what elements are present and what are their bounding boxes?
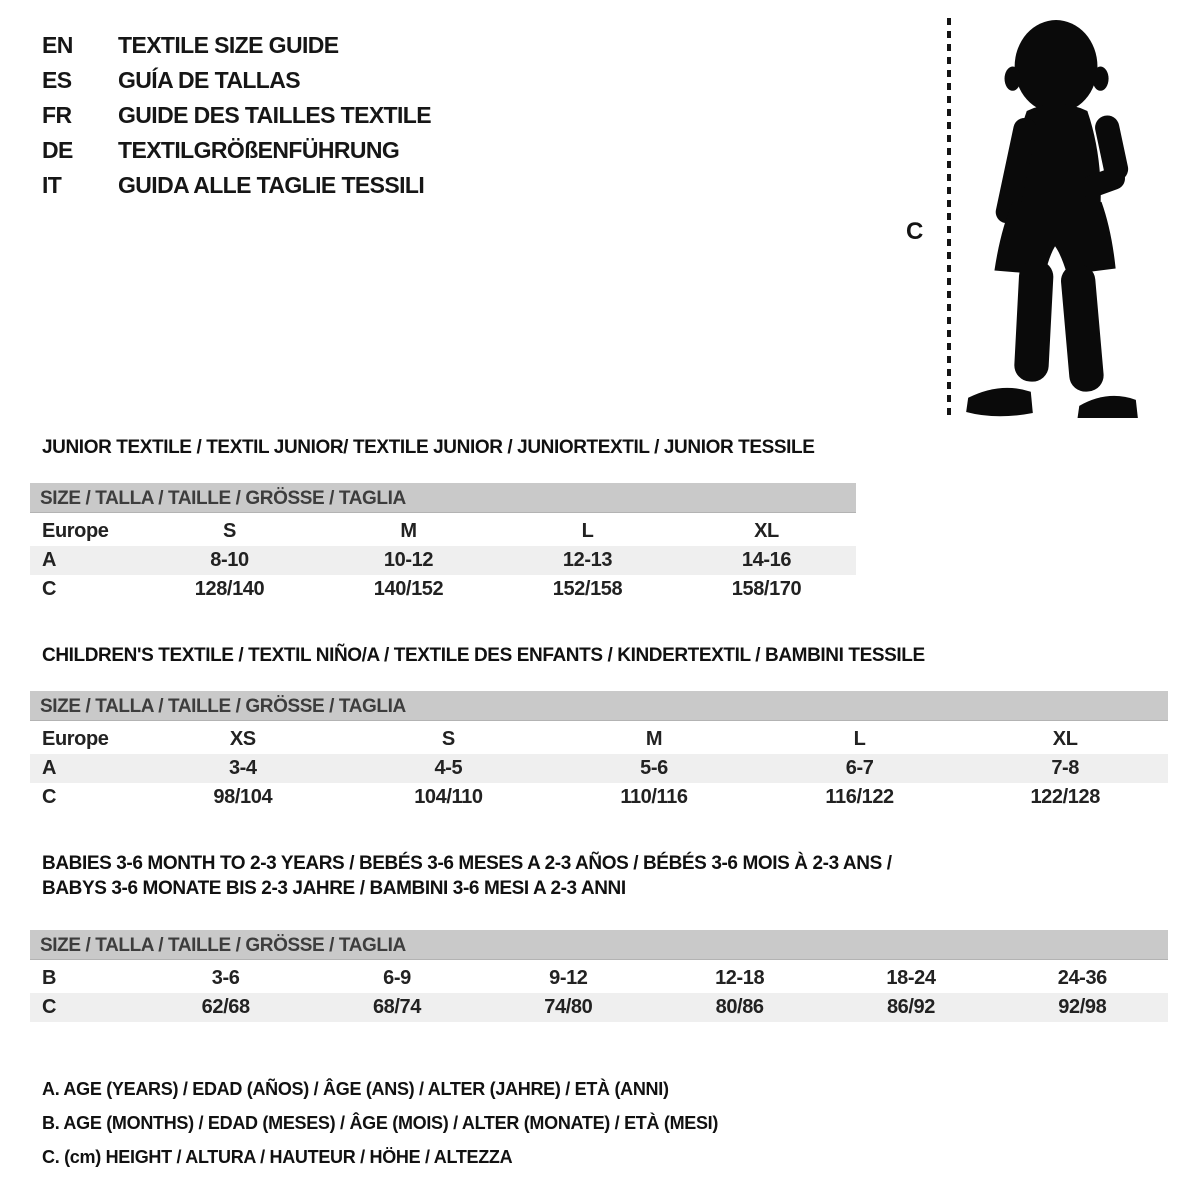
size-value: 7-8 [1051, 757, 1080, 779]
size-value: 4-5 [434, 757, 463, 779]
size-table [30, 964, 1168, 1022]
size-value: 68/74 [372, 996, 422, 1018]
row-label: C [42, 578, 57, 600]
size-row [30, 964, 1168, 993]
section-title [42, 435, 856, 460]
size-header-bar: SIZE / TALLA / TAILLE / GRÖSSE / TAGLIA [30, 691, 1168, 721]
size-value: 140/152 [373, 578, 444, 600]
size-value: 92/98 [1058, 996, 1107, 1018]
language-row [42, 63, 431, 98]
section-title-line: BABIES 3-6 MONTH TO 2-3 YEARS / BEBÉS 3-6 MESES A 2-3 AÑOS / BÉBÉS 3-6 MOIS À 2-3 ANS / [42, 853, 892, 874]
size-value: 158/170 [731, 578, 802, 600]
size-value: 62/68 [201, 996, 250, 1018]
section-title-line: JUNIOR TEXTILE / TEXTIL JUNIOR/ TEXTILE JUNIOR / JUNIORTEXTIL / JUNIOR TESSILE [42, 437, 815, 458]
height-measure-label: C [906, 218, 924, 245]
size-value: 9-12 [549, 967, 588, 989]
language-row [42, 28, 431, 63]
size-row [30, 993, 1168, 1022]
size-value: 8-10 [210, 549, 249, 571]
legend [42, 1072, 718, 1174]
size-table [30, 517, 856, 604]
section-title [42, 851, 1168, 901]
size-value: 74/80 [544, 996, 593, 1018]
size-value: 116/122 [825, 786, 894, 808]
size-value: 80/86 [715, 996, 764, 1018]
language-label: GUÍA DE TALLAS [118, 67, 300, 93]
size-row [30, 783, 1168, 812]
size-value: 18-24 [886, 967, 936, 989]
size-value: 122/128 [1030, 786, 1100, 808]
language-label: GUIDA ALLE TAGLIE TESSILI [118, 172, 425, 198]
toddler-shorts [994, 202, 1115, 275]
size-value: 12-18 [715, 967, 765, 989]
row-label: Europe [42, 728, 109, 750]
size-header-bar: SIZE / TALLA / TAILLE / GRÖSSE / TAGLIA [30, 930, 1168, 960]
size-row [30, 546, 856, 575]
section-title-line: CHILDREN'S TEXTILE / TEXTIL NIÑO/A / TEXTILE DES ENFANTS / KINDERTEXTIL / BAMBINI TESSILE [42, 645, 925, 666]
legend-line: C. (cm) HEIGHT / ALTURA / HAUTEUR / HÖHE / ALTEZZA [42, 1147, 513, 1167]
size-row [30, 725, 1168, 754]
language-row [42, 98, 431, 133]
size-value: M [645, 728, 663, 750]
height-measure-line [947, 18, 951, 416]
size-header-bar: SIZE / TALLA / TAILLE / GRÖSSE / TAGLIA [30, 483, 856, 513]
size-value: 6-7 [845, 757, 874, 779]
size-row [30, 754, 1168, 783]
language-code: FR [42, 102, 72, 128]
toddler-ear-left [1005, 67, 1021, 91]
children-textile-section [30, 643, 1168, 812]
row-label: A [42, 549, 57, 571]
babies-textile-section [30, 851, 1168, 1022]
language-code: DE [42, 137, 73, 163]
toddler-foot-right [1077, 396, 1138, 418]
section-title [42, 643, 1168, 668]
section-title-line: BABYS 3-6 MONATE BIS 2-3 JAHRE / BAMBINI 3-6 MESI A 2-3 ANNI [42, 878, 626, 899]
size-value: 98/104 [213, 786, 273, 808]
size-value: 128/140 [194, 578, 265, 600]
row-label: C [42, 786, 57, 808]
size-value: XL [754, 520, 779, 542]
language-row [42, 133, 431, 168]
row-label: B [42, 967, 57, 989]
row-label: A [42, 757, 57, 779]
language-code: IT [42, 172, 62, 198]
size-value: 6-9 [383, 967, 411, 989]
size-row [30, 575, 856, 604]
toddler-silhouette-icon [960, 14, 1142, 418]
size-value: 104/110 [414, 786, 483, 808]
size-value: 12-13 [562, 549, 613, 571]
toddler-head [1015, 20, 1098, 113]
language-row [42, 168, 431, 203]
size-value: 10-12 [383, 549, 434, 571]
size-value: 14-16 [741, 549, 792, 571]
toddler-leg-left [1014, 260, 1055, 383]
language-code: ES [42, 67, 72, 93]
row-label: Europe [42, 520, 109, 542]
size-table [30, 725, 1168, 812]
toddler-leg-right [1060, 263, 1105, 393]
size-value: L [853, 728, 866, 750]
size-value: 24-36 [1057, 967, 1107, 989]
toddler-foot-left [966, 388, 1033, 416]
legend-line: B. AGE (MONTHS) / EDAD (MESES) / ÂGE (MOIS) / ALTER (MONATE) / ETÀ (MESI) [42, 1113, 719, 1133]
size-value: XS [229, 728, 256, 750]
size-value: 86/92 [886, 996, 935, 1018]
toddler-ear-right [1092, 67, 1108, 91]
language-label: TEXTILE SIZE GUIDE [118, 32, 339, 58]
language-code: EN [42, 32, 73, 58]
size-row [30, 517, 856, 546]
size-value: 110/116 [620, 786, 688, 808]
size-value: 5-6 [640, 757, 668, 779]
size-value: S [441, 728, 455, 750]
size-value: L [581, 520, 594, 542]
size-value: 152/158 [552, 578, 623, 600]
language-label: GUIDE DES TAILLES TEXTILE [118, 102, 431, 128]
language-label: TEXTILGRÖßENFÜHRUNG [118, 137, 400, 163]
row-label: C [42, 996, 57, 1018]
language-list [42, 28, 431, 203]
legend-line: A. AGE (YEARS) / EDAD (AÑOS) / ÂGE (ANS) / ALTER (JAHRE) / ETÀ (ANNI) [42, 1079, 669, 1099]
size-value: XL [1052, 728, 1078, 750]
size-value: 3-4 [228, 757, 257, 779]
size-value: S [223, 520, 236, 542]
size-value: 3-6 [211, 967, 240, 989]
junior-textile-section [30, 435, 856, 604]
size-value: M [400, 520, 417, 542]
